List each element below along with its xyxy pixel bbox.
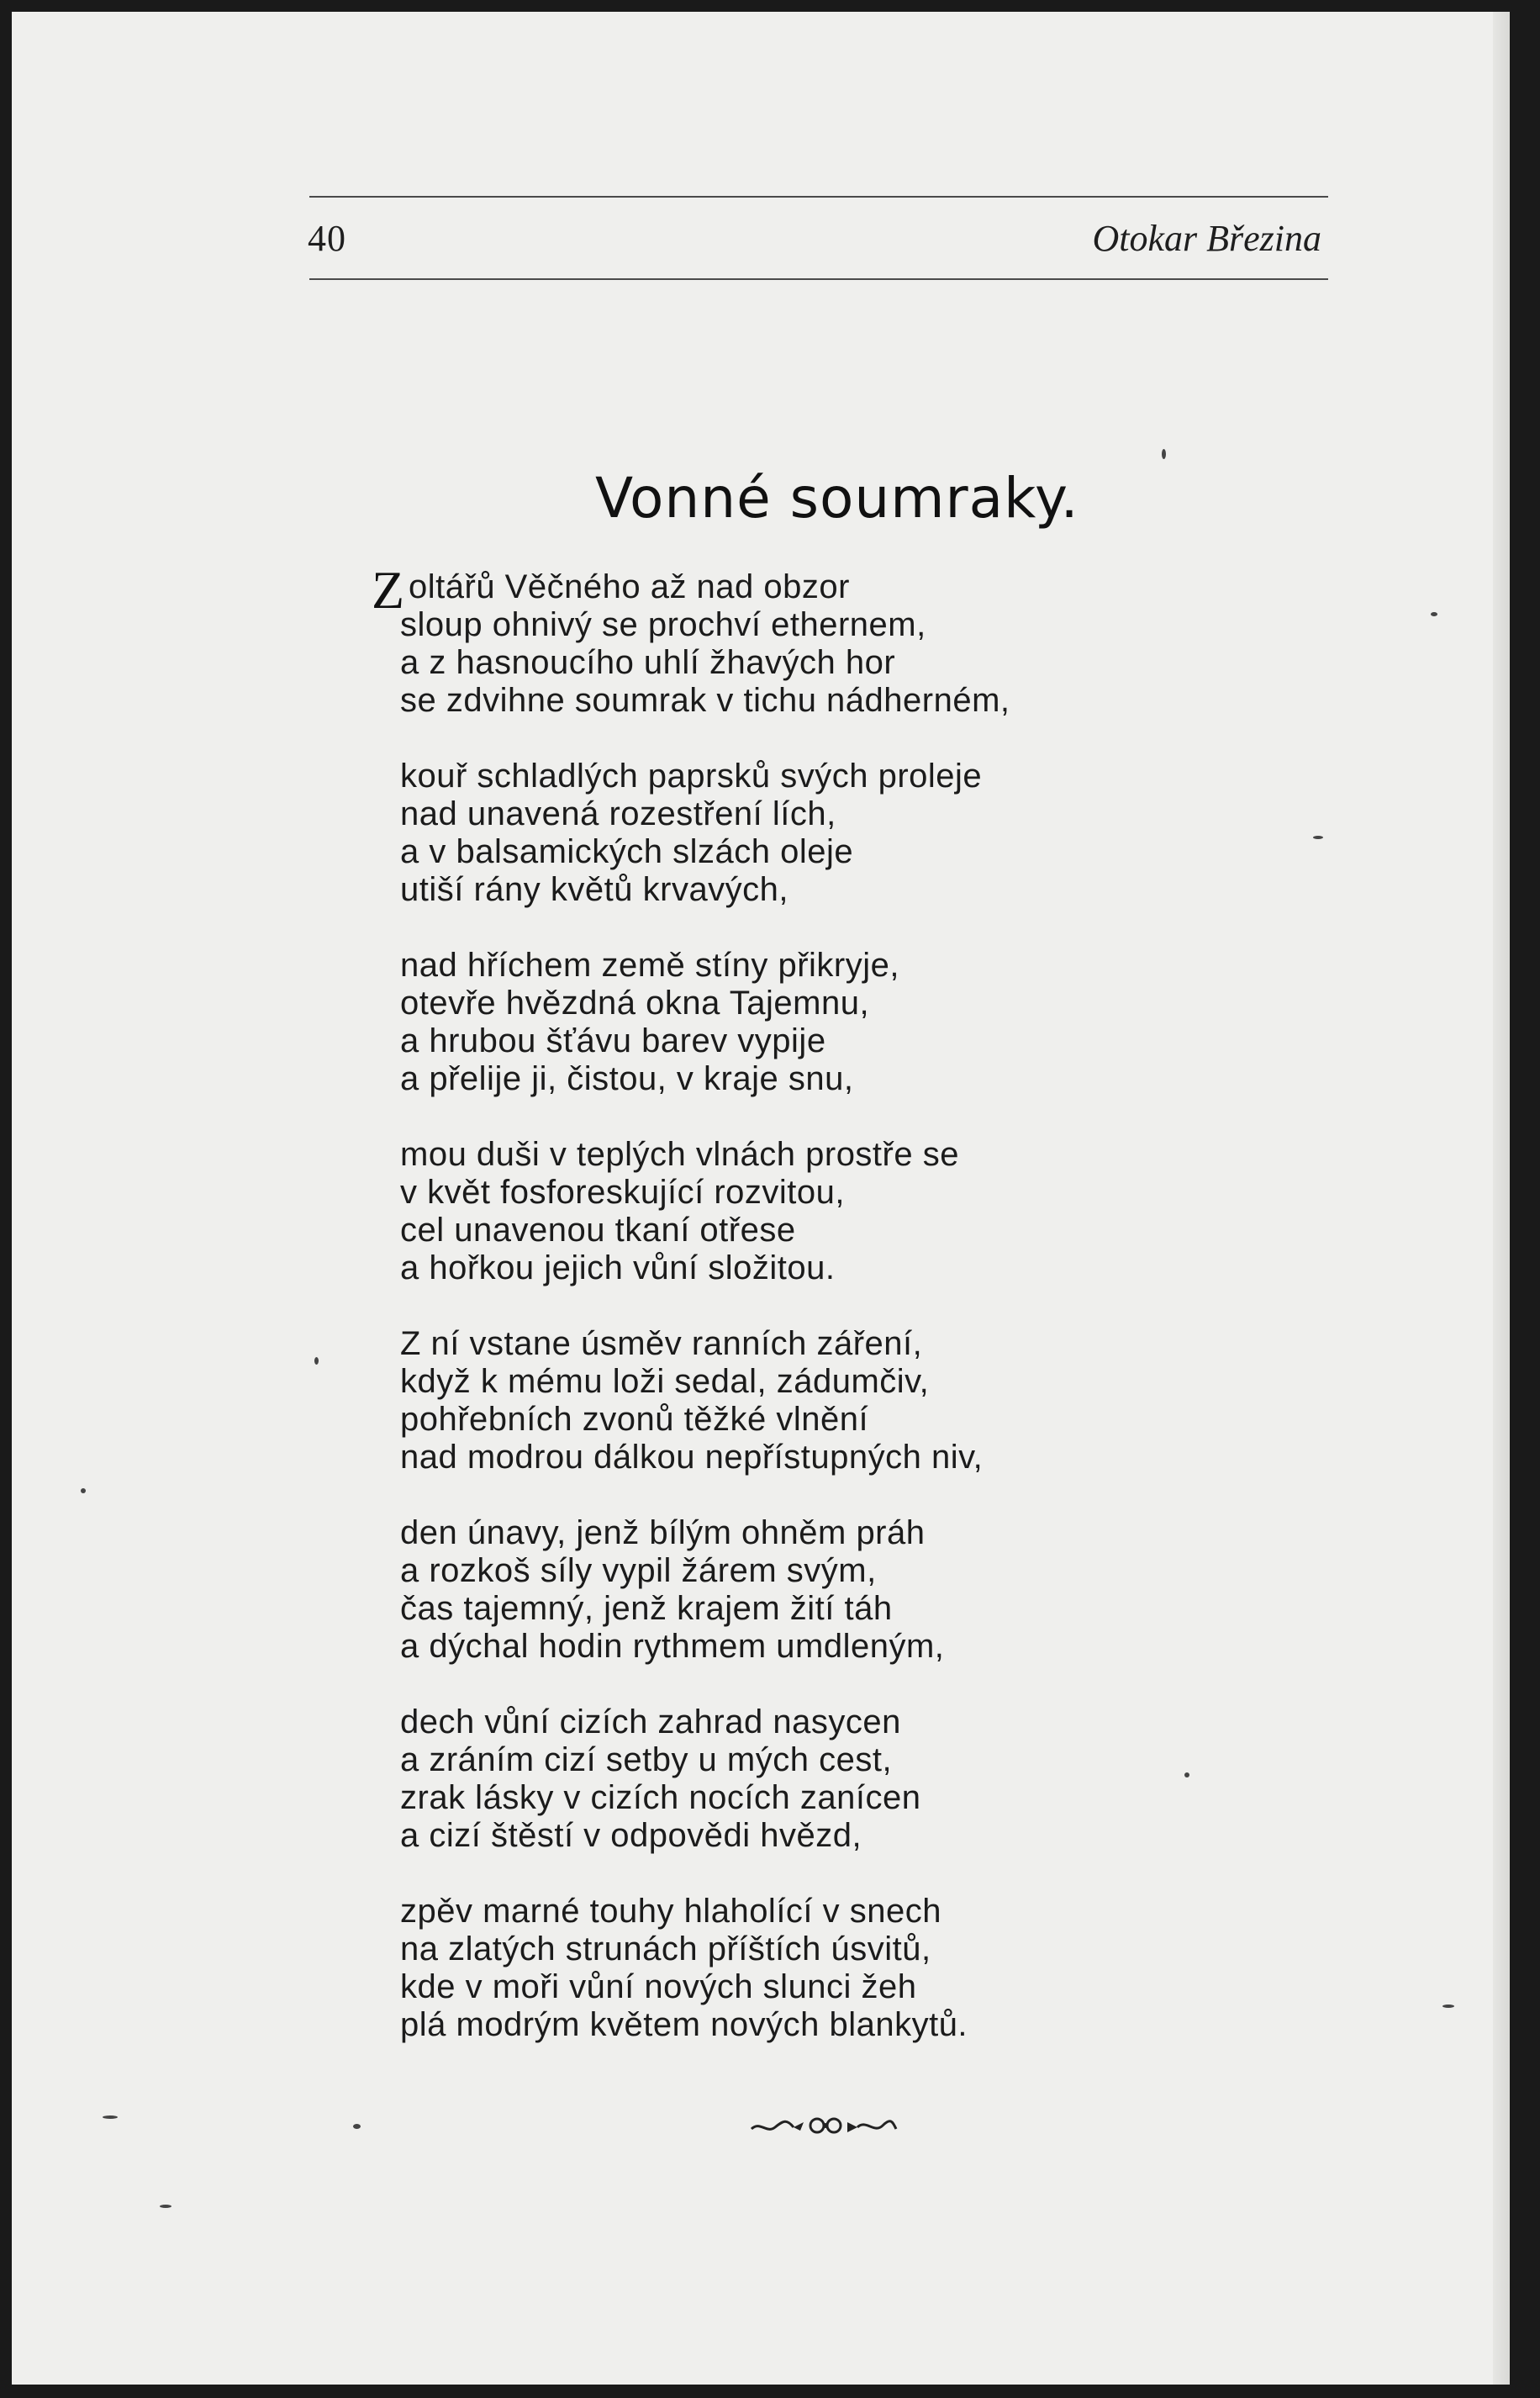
scan-speck — [353, 2124, 361, 2129]
poem-line: a hořkou jejich vůní složitou. — [400, 1249, 836, 1286]
poem-line: nad unavená rozestření lích, — [400, 795, 836, 832]
scan-speck — [103, 2115, 118, 2119]
book-page — [12, 12, 1510, 2385]
stanza — [400, 758, 1010, 909]
poem-line: utiší rány květů krvavých, — [400, 871, 789, 908]
stanza — [400, 1136, 1010, 1287]
poem-line: a v balsamických slzách oleje — [400, 833, 854, 870]
scan-speck — [1313, 836, 1323, 839]
stanza — [400, 1703, 1010, 1855]
poem-line: otevře hvězdná okna Tajemnu, — [400, 985, 870, 1022]
stanza — [400, 1325, 1010, 1476]
scan-speck — [1162, 449, 1166, 459]
poem-line: a cizí štěstí v odpovědi hvězd, — [400, 1817, 862, 1854]
poem-line: a přelije ji, čistou, v kraje snu, — [400, 1060, 854, 1097]
poem-line: a zráním cizí setby u mých cest, — [400, 1741, 893, 1778]
poem-line: kouř schladlých paprsků svých proleje — [400, 758, 983, 795]
poem-line: Z ní vstane úsměv ranních záření, — [400, 1325, 923, 1362]
poem-line: mou duši v teplých vlnách prostře se — [400, 1136, 959, 1173]
poem-line: zpěv marné touhy hlaholící v snech — [400, 1893, 942, 1930]
poem-line: dech vůní cizích zahrad nasycen — [400, 1703, 901, 1740]
poem-line: den únavy, jenž bílým ohněm práh — [400, 1514, 926, 1551]
running-head-author: Otokar Březina — [1092, 218, 1321, 259]
poem-line: na zlatých strunách příštích úsvitů, — [400, 1931, 931, 1968]
poem-line: sloup ohnivý se prochví ethernem, — [400, 606, 926, 643]
poem-body — [372, 560, 1010, 2082]
page-edge — [1493, 12, 1510, 2385]
poem-line: cel unavenou tkaní otřese — [400, 1212, 796, 1249]
poem-line: zrak lásky v cizích nocích zanícen — [400, 1779, 921, 1816]
poem-line: nad modrou dálkou nepřístupných niv, — [400, 1439, 984, 1476]
header-rule-top — [309, 196, 1328, 198]
poem-line: v květ fosforeskující rozvitou, — [400, 1174, 846, 1211]
scan-speck — [160, 2205, 171, 2208]
scan-speck — [1442, 2004, 1454, 2008]
poem-line: když k mému loži sedal, zádumčiv, — [400, 1363, 930, 1400]
header-rule-bottom — [309, 278, 1328, 280]
poem-line: a dýchal hodin rythmem umdleným, — [400, 1628, 945, 1665]
poem-line: a hrubou šťávu barev vypije — [400, 1022, 826, 1059]
poem-line: oltářů Věčného až nad obzor — [409, 568, 850, 605]
poem-line: nad hříchem země stíny přikryje, — [400, 947, 899, 984]
stanza — [400, 947, 1010, 1098]
stanza — [400, 1893, 1010, 2044]
page-number: 40 — [308, 218, 346, 259]
poem-line: a z hasnoucího uhlí žhavých hor — [400, 644, 896, 681]
decorative-flourish-icon — [748, 2109, 899, 2142]
poem-line: pohřebních zvonů těžké vlnění — [400, 1401, 869, 1438]
poem-line: čas tajemný, jenž krajem žití táh — [400, 1590, 893, 1627]
poem-line: plá modrým květem nových blankytů. — [400, 2006, 968, 2043]
scan-speck — [1431, 612, 1437, 616]
drop-initial: Z — [372, 560, 405, 620]
scan-speck — [314, 1357, 319, 1365]
stanza — [400, 1514, 1010, 1666]
poem-line: se zdvihne soumrak v tichu nádherném, — [400, 682, 1010, 719]
scan-speck — [1184, 1772, 1189, 1777]
poem-line: a rozkoš síly vypil žárem svým, — [400, 1552, 877, 1589]
scan-speck — [81, 1488, 86, 1493]
poem-title: Vonné soumraky. — [595, 466, 1079, 531]
stanza — [400, 568, 1010, 720]
poem-line: kde v moři vůní nových slunci žeh — [400, 1968, 917, 2005]
